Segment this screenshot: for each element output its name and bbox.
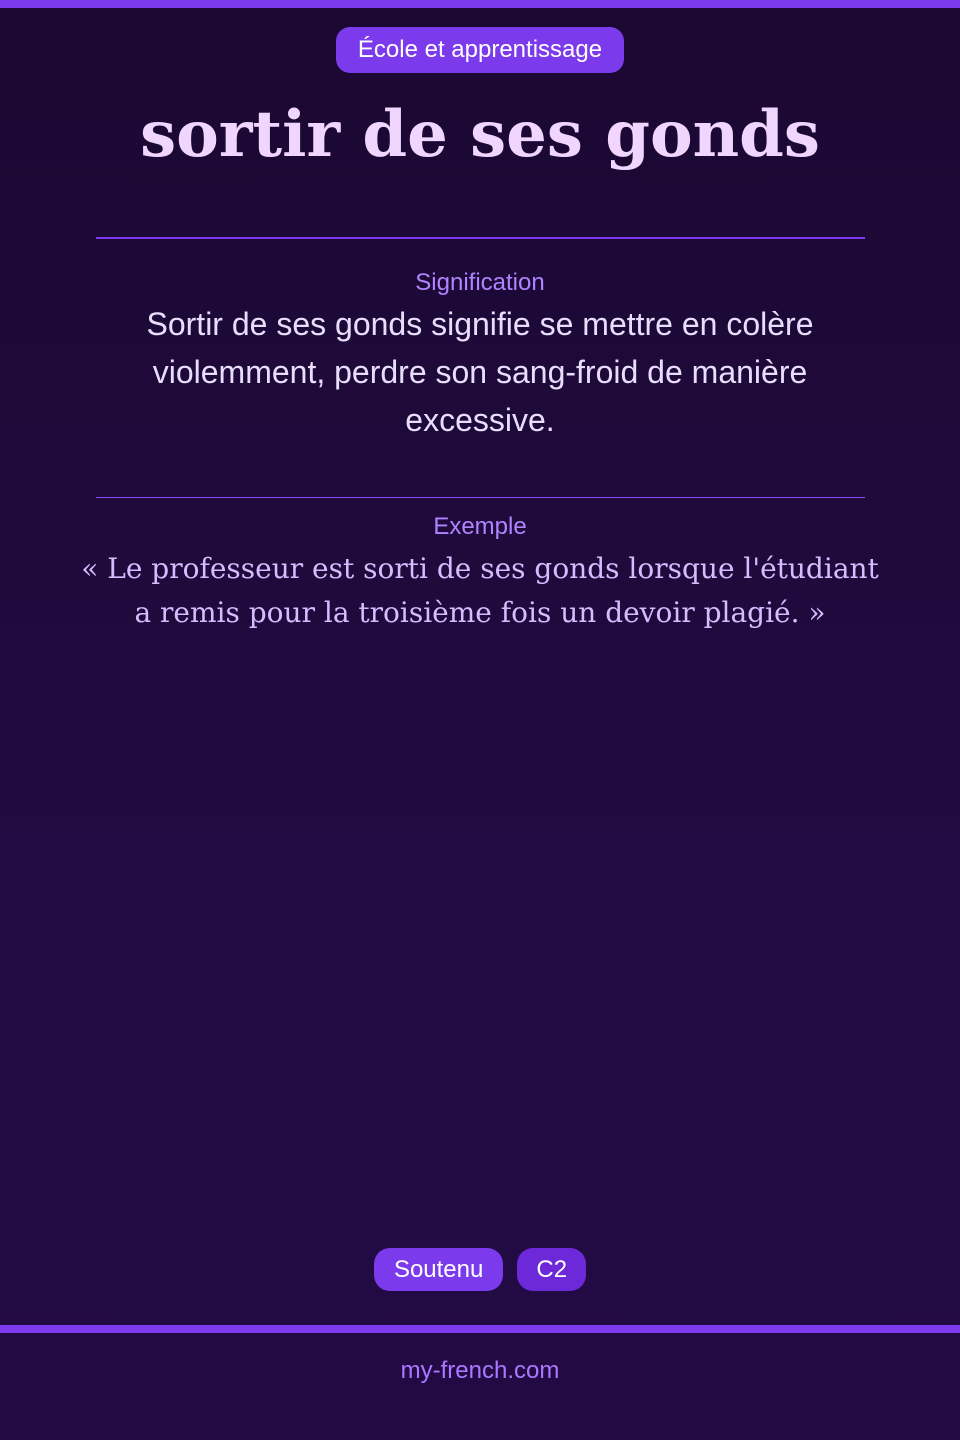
example-label: Exemple — [433, 513, 527, 540]
example-text: « Le professeur est sorti de ses gonds lorsque l'étudiant a remis pour la troisième fois un devoir plagié. » — [81, 552, 879, 629]
expression-title: sortir de ses gonds — [140, 97, 820, 172]
category-badge: École et apprentissage — [336, 27, 624, 73]
meaning-label: Signification — [415, 269, 545, 296]
register-tag: Soutenu — [374, 1248, 503, 1291]
footer-site-link[interactable]: my-french.com — [400, 1357, 560, 1384]
meaning-text: Sortir de ses gonds signifie se mettre en colère violemment, perdre son sang-froid de manière excessive. — [146, 306, 814, 438]
level-tag: C2 — [517, 1248, 586, 1291]
bottom-accent-bar — [0, 1325, 960, 1333]
footer — [0, 1333, 960, 1440]
top-accent-bar — [0, 0, 960, 8]
divider-top — [96, 237, 865, 239]
divider-middle — [96, 497, 865, 498]
tag-list — [0, 1248, 960, 1291]
